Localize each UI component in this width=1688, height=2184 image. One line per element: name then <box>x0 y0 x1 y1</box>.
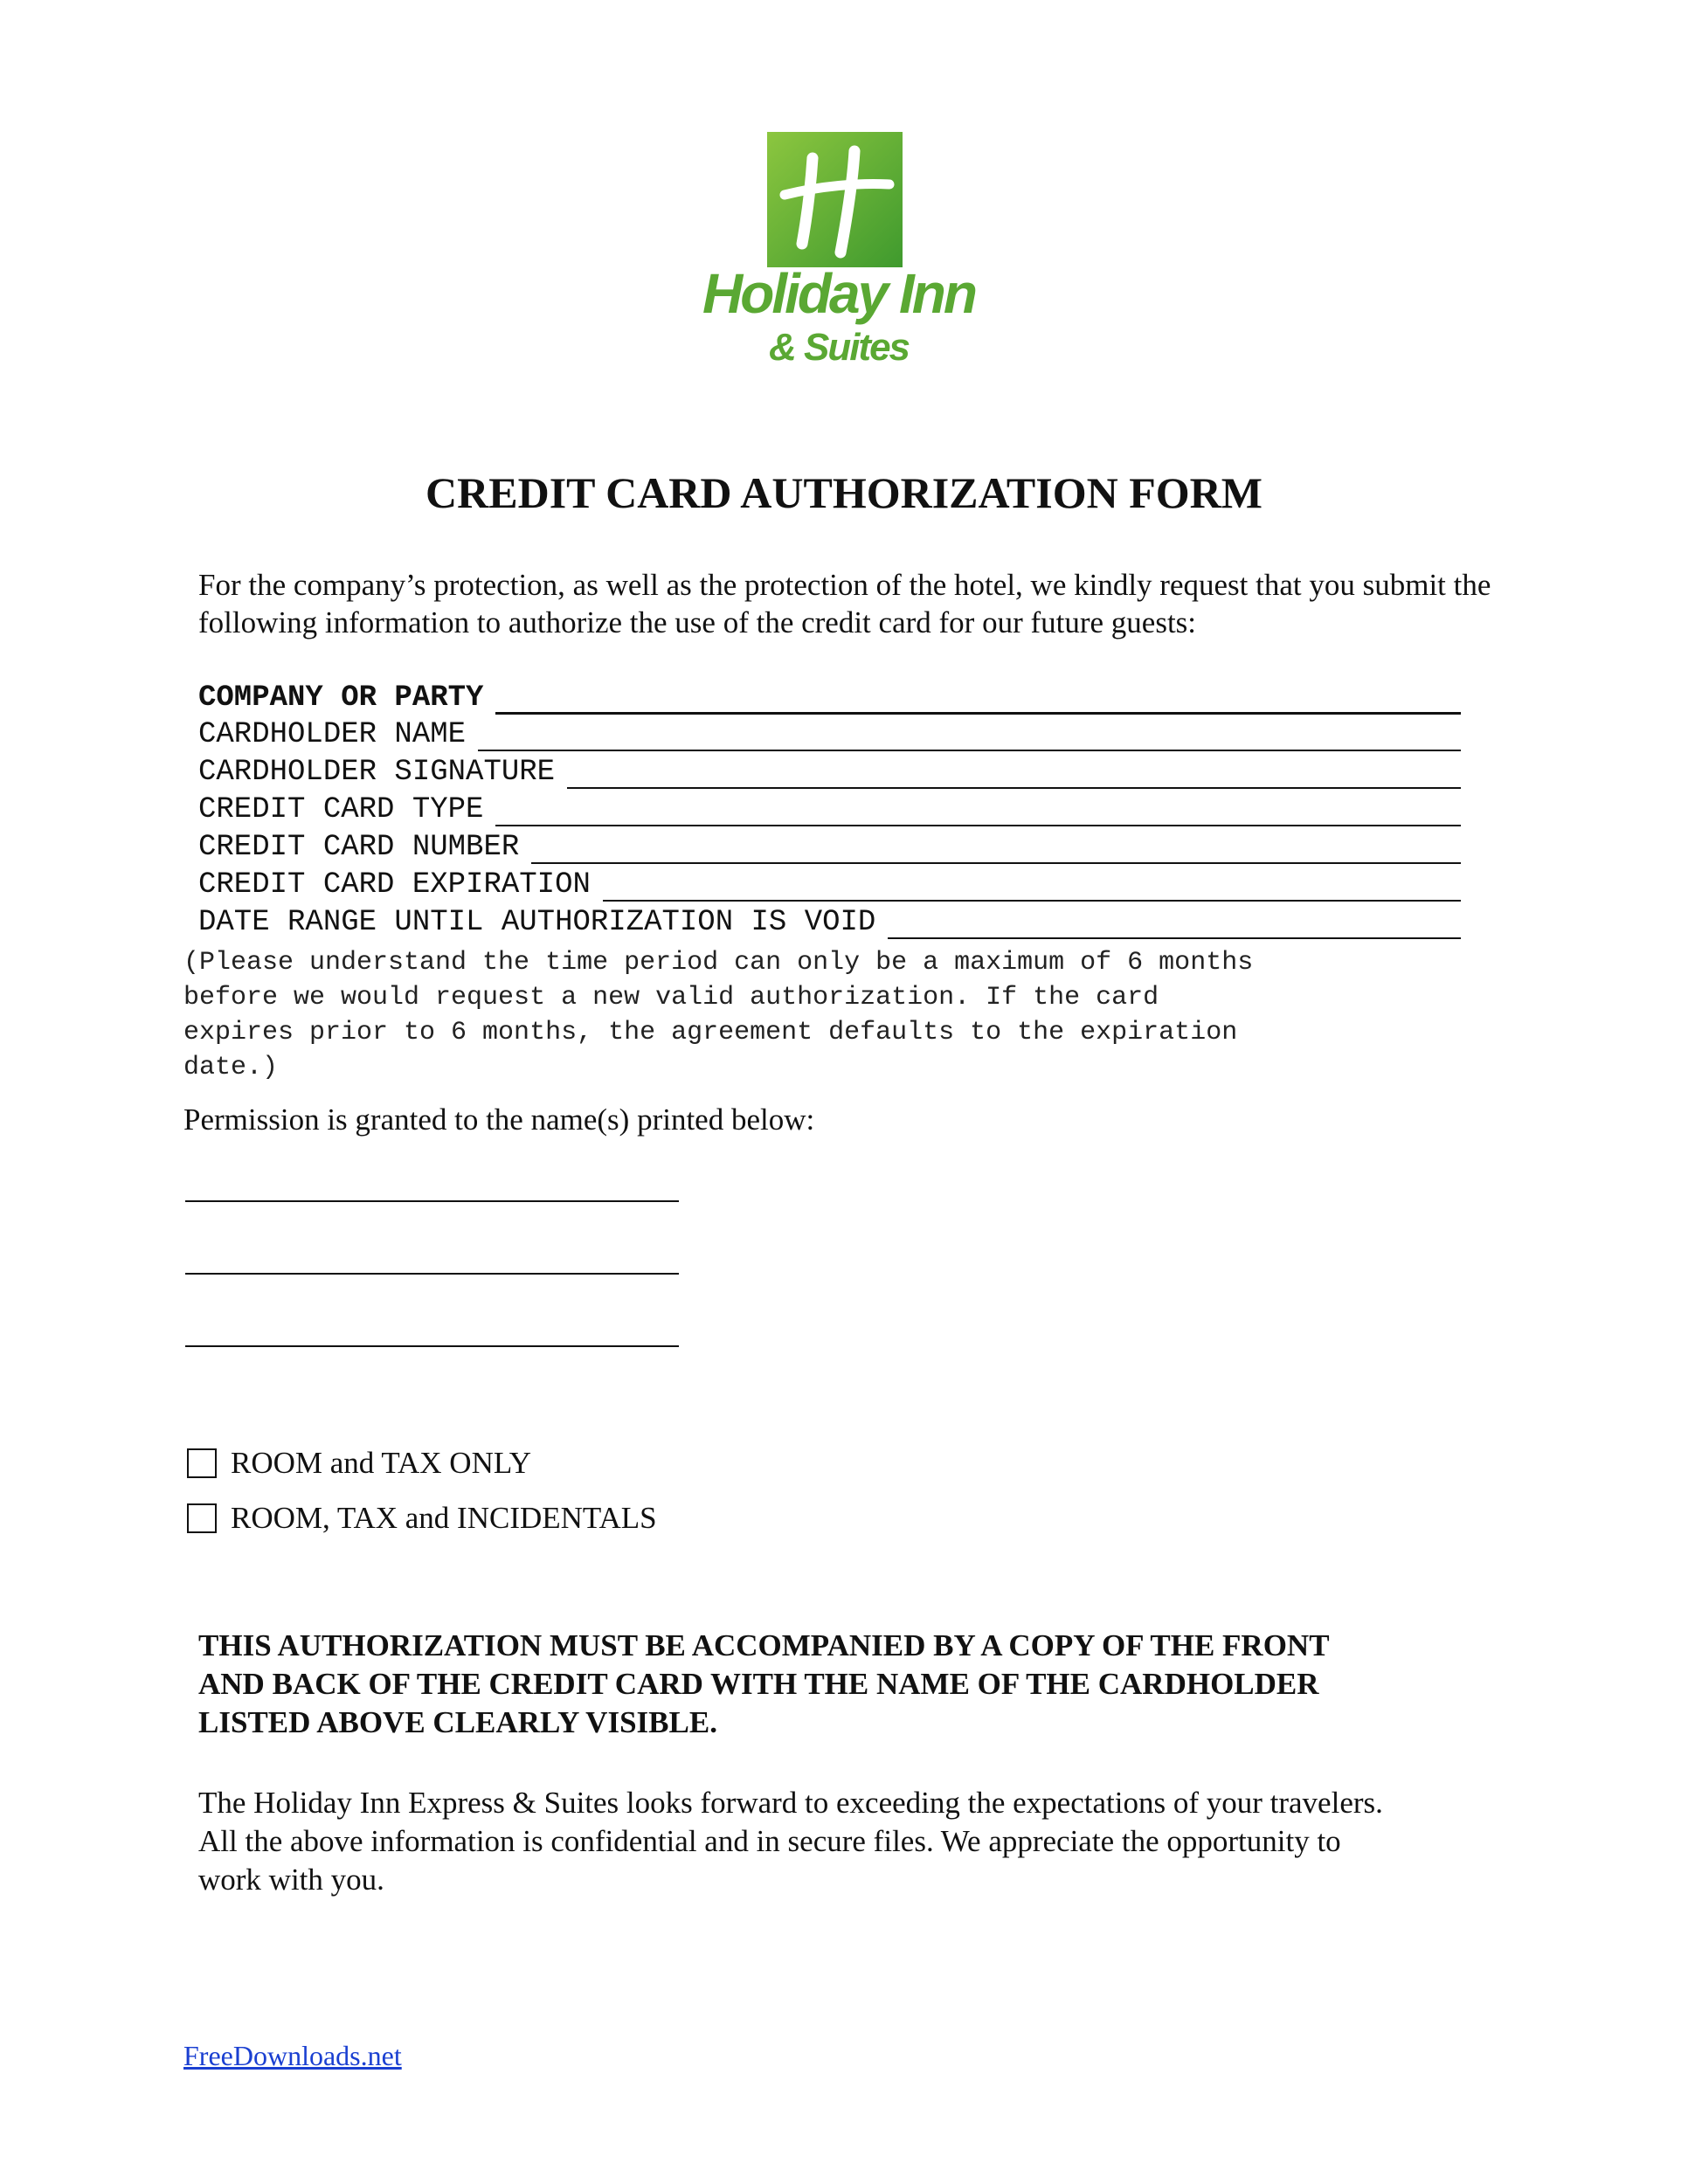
field-label: CREDIT CARD NUMBER <box>198 831 520 864</box>
intro-text: For the company’s protection, as well as the protection of the hotel, we kindly request that you submit the following information to authorize the use of the credit card for our future guests: <box>198 568 1491 639</box>
credit-card-type-field[interactable] <box>198 791 1461 826</box>
authorized-name-line-3[interactable] <box>185 1344 679 1347</box>
option-room-tax-incidentals[interactable] <box>187 1501 657 1536</box>
authorized-name-line-2[interactable] <box>185 1271 679 1275</box>
warning-line: LISTED ABOVE CLEARLY VISIBLE. <box>198 1705 717 1739</box>
permission-text: Permission is granted to the name(s) printed below: <box>183 1102 815 1137</box>
field-label: CARDHOLDER SIGNATURE <box>198 756 556 789</box>
note-line: before we would request a new valid authorization. If the card <box>183 983 1159 1013</box>
option-label: ROOM, TAX and INCIDENTALS <box>231 1501 657 1535</box>
fill-line[interactable] <box>567 761 1461 789</box>
warning-line: AND BACK OF THE CREDIT CARD WITH THE NAME OF THE CARDHOLDER <box>198 1667 1319 1701</box>
brand-logo <box>612 262 1066 370</box>
cardholder-signature-field[interactable] <box>198 754 1461 789</box>
fill-line[interactable] <box>888 911 1461 939</box>
field-label: CREDIT CARD EXPIRATION <box>198 868 591 902</box>
closing-text <box>198 1784 1535 1899</box>
brand-name: Holiday Inn <box>702 262 975 325</box>
warning-line: THIS AUTHORIZATION MUST BE ACCOMPANIED BY A COPY OF THE FRONT <box>198 1628 1330 1662</box>
option-label: ROOM and TAX ONLY <box>231 1446 532 1480</box>
form-title: CREDIT CARD AUTHORIZATION FORM <box>425 468 1263 517</box>
cardholder-name-field[interactable] <box>198 716 1461 751</box>
credit-card-number-field[interactable] <box>198 829 1461 864</box>
closing-line: The Holiday Inn Express & Suites looks forward to exceeding the expectations of your travelers. <box>198 1786 1383 1820</box>
brand-subname: & Suites <box>768 326 910 369</box>
closing-line: All the above information is confidential and in secure files. We appreciate the opportunity to <box>198 1824 1341 1858</box>
company-or-party-field[interactable] <box>198 680 1461 715</box>
note-line: (Please understand the time period can only be a maximum of 6 months <box>183 948 1254 978</box>
holiday-inn-h-icon <box>767 132 903 267</box>
closing-line: work with you. <box>198 1863 384 1897</box>
note-line: expires prior to 6 months, the agreement defaults to the expiration <box>183 1018 1238 1047</box>
fill-line[interactable] <box>495 798 1461 826</box>
authorized-name-line-1[interactable] <box>185 1199 679 1202</box>
note-line: date.) <box>183 1053 279 1082</box>
field-label: CARDHOLDER NAME <box>198 718 467 751</box>
field-label: CREDIT CARD TYPE <box>198 793 484 826</box>
credit-card-expiration-field[interactable] <box>198 867 1461 902</box>
fill-line[interactable] <box>531 836 1461 864</box>
date-range-field[interactable] <box>198 904 1461 939</box>
checkbox[interactable] <box>187 1448 217 1478</box>
fill-line[interactable] <box>495 686 1461 715</box>
fill-line[interactable] <box>603 874 1461 902</box>
checkbox[interactable] <box>187 1503 217 1533</box>
authorization-warning <box>198 1627 1509 1742</box>
footer-link[interactable]: FreeDownloads.net <box>183 2040 402 2071</box>
option-room-and-tax[interactable] <box>187 1446 531 1481</box>
fill-line[interactable] <box>478 723 1461 751</box>
time-period-note <box>183 945 1546 1085</box>
field-label: COMPANY OR PARTY <box>198 681 484 715</box>
field-label: DATE RANGE UNTIL AUTHORIZATION IS VOID <box>198 906 876 939</box>
